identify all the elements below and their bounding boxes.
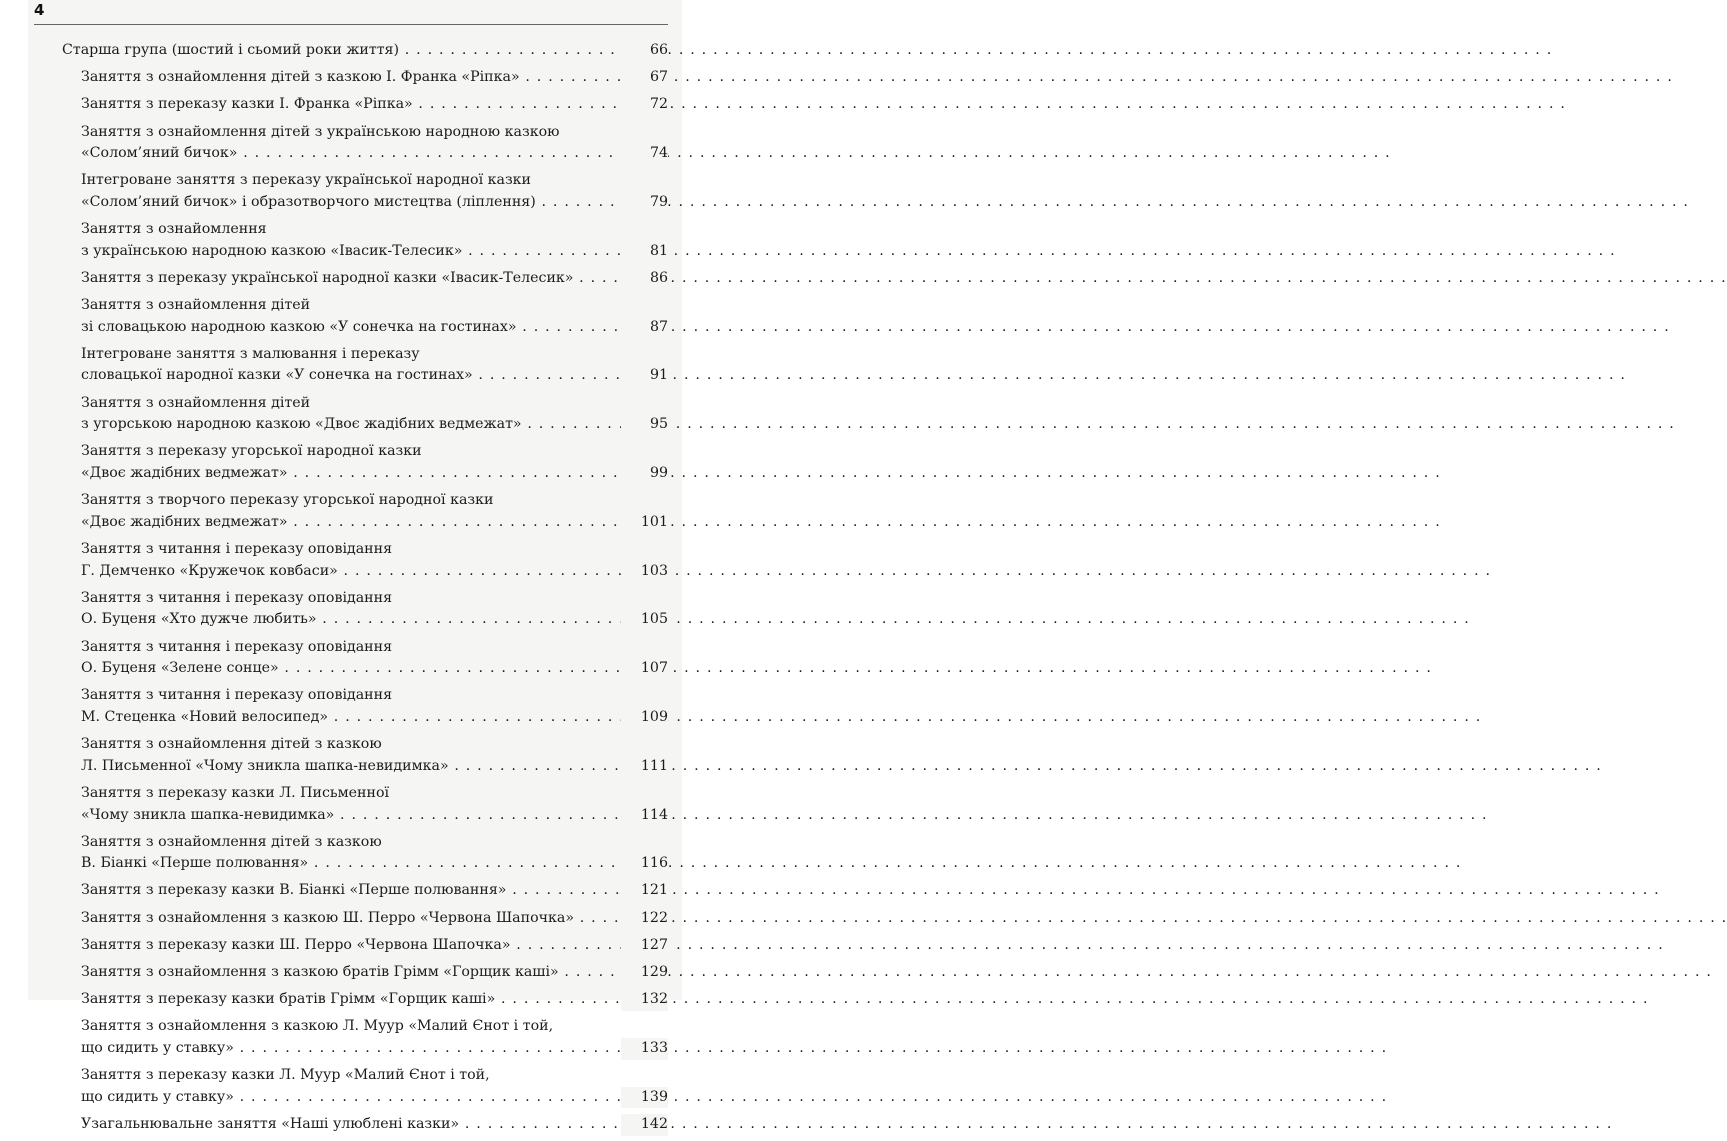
- toc-entry-title: [81, 490, 620, 533]
- toc-entry-line: зі словацькою народною казкою «У сонечка на гостинах» . . .: [81, 317, 620, 339]
- toc-entry-title: [81, 962, 620, 984]
- toc-entry-page: 142: [621, 1114, 668, 1136]
- toc-entry: [28, 490, 668, 533]
- toc-entry-page: 114: [621, 805, 668, 827]
- toc-entry-line: «Двоє жадібних ведмежат» . . .: [81, 463, 620, 485]
- toc-entry-line: «Двоє жадібних ведмежат» . . .: [81, 512, 620, 534]
- toc-entry-page: 107: [621, 658, 668, 680]
- toc-entry-page: 79: [621, 192, 668, 214]
- toc-entry-title: [81, 67, 620, 89]
- toc-entry-title: [81, 783, 620, 826]
- toc-entry-line: Заняття з переказу казки братів Грімм «Горщик каші» . . .: [81, 989, 620, 1011]
- toc-entry-line: «Солом’яний бичок» . . .: [81, 143, 620, 165]
- toc-entry: [28, 94, 668, 116]
- toc-entry: [28, 783, 668, 826]
- toc-entry-line: Заняття з переказу казки Л. Письменної: [81, 784, 390, 801]
- toc-entry-title: [81, 441, 620, 484]
- toc-entry-page: 133: [621, 1038, 668, 1060]
- toc-entry-title: [81, 989, 620, 1011]
- toc-entry-line: Заняття з читання і переказу оповідання: [81, 638, 393, 655]
- toc-entry-line: що сидить у ставку» . . .: [81, 1087, 620, 1109]
- toc-entry: [28, 122, 668, 165]
- toc-entry-page: 72: [621, 94, 668, 116]
- toc-entry-page: 95: [621, 414, 668, 436]
- toc-entry-title: [81, 122, 620, 165]
- toc-entry-page: 121: [621, 880, 668, 902]
- toc-entry-title: [81, 880, 620, 902]
- toc-entry: [28, 40, 668, 62]
- toc-entry-line: Інтегроване заняття з малювання і переказу: [81, 345, 420, 362]
- toc-entry: [28, 219, 668, 262]
- toc-entry-line: Заняття з переказу казки Ш. Перро «Червона Шапочка» . . .: [81, 935, 620, 957]
- toc-entry-line: Заняття з переказу української народної казки «Івасик-Телесик» . . .: [81, 268, 620, 290]
- toc-entry-page: 109: [621, 707, 668, 729]
- toc-entry-page: 105: [621, 609, 668, 631]
- toc-entry-line: Заняття з переказу казки В. Біанкі «Перше полювання» . . .: [81, 880, 620, 902]
- toc-entry-title: [81, 588, 620, 631]
- toc-entry-title: [81, 637, 620, 680]
- toc-entry-title: [81, 1065, 620, 1108]
- toc-entry-page: 139: [621, 1087, 668, 1109]
- toc-entry-line: Заняття з ознайомлення дітей з українською народною казкою: [81, 123, 560, 140]
- toc-entry-line: Заняття з ознайомлення дітей з казкою І. Франка «Ріпка» . . .: [81, 67, 620, 89]
- toc-entry-line: що сидить у ставку» . . .: [81, 1038, 620, 1060]
- toc-entry: [28, 67, 668, 89]
- toc-entry-title: [81, 935, 620, 957]
- toc-entry-line: Л. Письменної «Чому зникла шапка-невидимка» . . .: [81, 756, 620, 778]
- toc-entry: [28, 989, 668, 1011]
- toc-entry-page: 111: [621, 756, 668, 778]
- toc-entry-page: 91: [621, 365, 668, 387]
- toc-entry-line: з українською народною казкою «Івасик-Телесик» . . .: [81, 241, 620, 263]
- toc-entry-line: Заняття з ознайомлення дітей: [81, 394, 311, 411]
- toc-entry: [28, 393, 668, 436]
- toc-entry-title: [81, 170, 620, 213]
- toc-entry-line: Г. Демченко «Кружечок ковбаси» . . .: [81, 561, 620, 583]
- toc-entry: [28, 734, 668, 777]
- toc-entry: [28, 832, 668, 875]
- toc-entry-page: 101: [621, 512, 668, 534]
- toc-entry-page: 81: [621, 241, 668, 263]
- toc-entry: [28, 1016, 668, 1059]
- toc-entry-page: 132: [621, 989, 668, 1011]
- toc-entry: [28, 295, 668, 338]
- toc-entry-line: Заняття з ознайомлення дітей з казкою: [81, 736, 382, 753]
- page-number: 4: [34, 1, 45, 19]
- toc-entry-line: Заняття з переказу казки І. Франка «Ріпка» . . .: [81, 94, 620, 116]
- toc-entry-line: «Солом’яний бичок» і образотворчого мистецтва (ліплення) . . .: [81, 192, 620, 214]
- toc-entry-line: Інтегроване заняття з переказу української народної казки: [81, 172, 532, 189]
- toc-entry-line: словацької народної казки «У сонечка на гостинах» . . .: [81, 365, 620, 387]
- toc-entry-page: 99: [621, 463, 668, 485]
- toc-entry-page: 74: [621, 143, 668, 165]
- toc-entry-line: Заняття з ознайомлення дітей: [81, 297, 311, 314]
- toc-entry-page: 122: [621, 908, 668, 930]
- toc-entry-line: Заняття з читання і переказу оповідання: [81, 687, 393, 704]
- toc-entry-page: 127: [621, 935, 668, 957]
- toc-entry-page: 67: [621, 67, 668, 89]
- toc-entry-title: [81, 832, 620, 875]
- toc-entry-title: [81, 295, 620, 338]
- toc-entry-page: 87: [621, 317, 668, 339]
- toc-entry-title: [81, 219, 620, 262]
- toc-entry: [28, 441, 668, 484]
- header-rule: [34, 24, 668, 25]
- toc-entry-title: [81, 1016, 620, 1059]
- toc-entry-title: [81, 268, 620, 290]
- toc-entry-line: Старша група (шостий і сьомий роки життя) . . .: [62, 40, 620, 62]
- toc-entry: [28, 962, 668, 984]
- toc-entry: [28, 170, 668, 213]
- toc-entry-line: Заняття з ознайомлення дітей з казкою: [81, 833, 382, 850]
- toc-entry-title: [62, 40, 620, 62]
- toc-entry-page: 129: [621, 962, 668, 984]
- toc-entry-line: Заняття з переказу казки Л. Муур «Малий Єнот і той,: [81, 1067, 490, 1084]
- toc-entry-line: В. Біанкі «Перше полювання» . . .: [81, 853, 620, 875]
- toc-entry: [28, 344, 668, 387]
- toc-entry-line: Заняття з переказу угорської народної казки: [81, 443, 422, 460]
- toc-entry: [28, 588, 668, 631]
- book-page: [28, 0, 682, 1132]
- toc-entry-line: Заняття з читання і переказу оповідання: [81, 541, 393, 557]
- toc-entry-title: [81, 734, 620, 777]
- toc-entry-line: Заняття з ознайомлення з казкою Л. Муур «Малий Єнот і той,: [81, 1018, 554, 1035]
- toc-entry-title: [81, 908, 620, 930]
- toc-entry-line: «Чому зникла шапка-невидимка» . . .: [81, 805, 620, 827]
- toc-entry-line: Заняття з ознайомлення: [81, 221, 267, 238]
- toc-entry: [28, 880, 668, 902]
- toc-entry-page: 86: [621, 268, 668, 290]
- toc-entry-line: Заняття з ознайомлення з казкою Ш. Перро «Червона Шапочка» . . .: [81, 908, 620, 930]
- toc-entry-page: 116: [621, 853, 668, 875]
- toc-entry-line: Заняття з читання і переказу оповідання: [81, 589, 393, 606]
- toc-entry-title: [81, 539, 620, 582]
- toc-entry: [28, 1114, 668, 1136]
- toc-entry: [28, 268, 668, 290]
- toc-entry-line: Узагальнювальне заняття «Наші улюблені казки» . . .: [81, 1114, 620, 1136]
- toc-entry: [28, 908, 668, 930]
- table-of-contents: [28, 40, 668, 1141]
- toc-entry-line: Заняття з ознайомлення з казкою братів Грімм «Горщик каші» . . .: [81, 962, 620, 984]
- toc-entry-title: [81, 94, 620, 116]
- toc-entry: [28, 685, 668, 728]
- toc-entry-page: 66: [621, 40, 668, 62]
- toc-entry-line: О. Буценя «Зелене сонце» . . .: [81, 658, 620, 680]
- toc-entry: [28, 539, 668, 582]
- toc-entry: [28, 1065, 668, 1108]
- toc-entry-line: О. Буценя «Хто дужче любить» . . .: [81, 609, 620, 631]
- toc-entry-page: 103: [621, 561, 668, 583]
- toc-entry-title: [81, 1114, 620, 1136]
- toc-entry-title: [81, 344, 620, 387]
- toc-entry-line: Заняття з творчого переказу угорської народної казки: [81, 492, 494, 509]
- toc-entry-line: з угорською народною казкою «Двоє жадібних ведмежат» . . .: [81, 414, 620, 436]
- toc-entry-title: [81, 393, 620, 436]
- toc-entry: [28, 637, 668, 680]
- toc-entry-line: М. Стеценка «Новий велосипед» . . .: [81, 707, 620, 729]
- toc-entry-title: [81, 685, 620, 728]
- toc-entry: [28, 935, 668, 957]
